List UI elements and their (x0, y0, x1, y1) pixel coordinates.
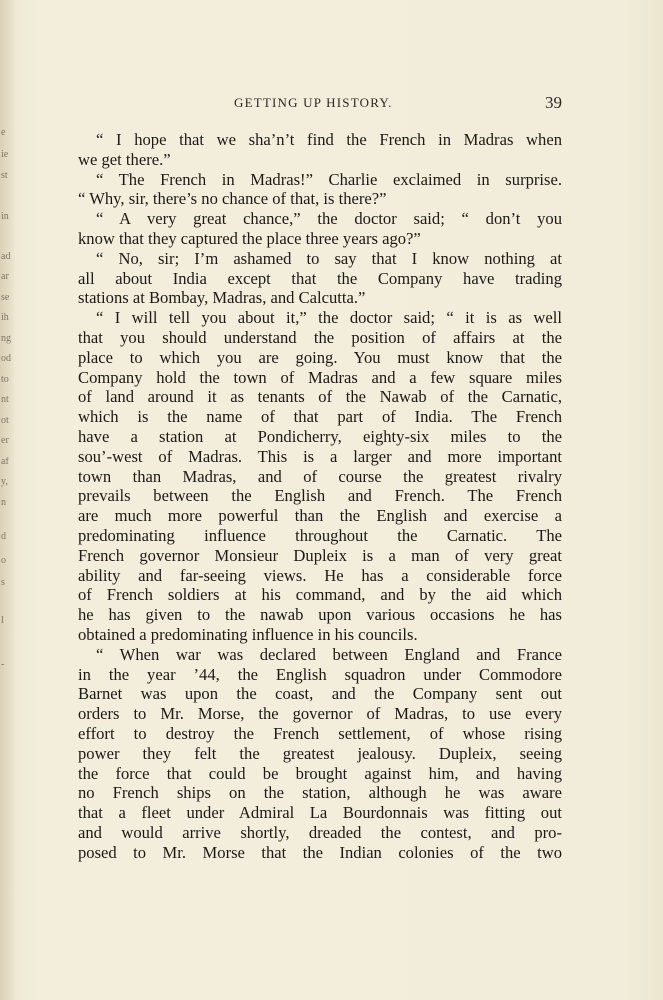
text-line: predominating influence throughout the Carnatic. The (78, 525, 562, 545)
text-line: we get there.” (78, 149, 171, 169)
text-line: power they felt the greatest jealousy. Dupleix, seeing (78, 743, 562, 763)
text-line: no French ships on the station, although he was aware (78, 783, 562, 803)
text-line: town than Madras, and of course the greatest rivalry (78, 466, 562, 486)
text-line: sou’-west of Madras. This is a larger and more important (78, 446, 562, 466)
bleed-fragment: o (1, 556, 6, 566)
text-line: French governor Monsieur Dupleix is a man of very great (78, 545, 562, 565)
text-line: posed to Mr. Morse that the Indian colonies of the two (78, 842, 562, 862)
text-line: obtained a predominating influence in his councils. (78, 624, 418, 644)
text-line: “ The French in Madras!” Charlie exclaimed in surprise. (96, 169, 562, 189)
bleed-fragment: nt (1, 395, 9, 405)
bleed-fragment: st (1, 171, 8, 181)
bleed-fragment: ad (1, 252, 11, 262)
text-line: “ No, sir; I’m ashamed to say that I know nothing at (96, 248, 562, 268)
text-line: that a fleet under Admiral La Bourdonnais was fitting out (78, 803, 562, 823)
bleed-fragment: ot (1, 416, 9, 426)
text-line: stations at Bombay, Madras, and Calcutta.” (78, 288, 366, 308)
text-line: of land around it as tenants of the Nawab of the Carnatic, (78, 387, 562, 407)
text-line: orders to Mr. Morse, the governor of Madras, to use every (78, 704, 562, 724)
text-line: that you should understand the position of affairs at the (78, 327, 562, 347)
page-number: 39 (545, 93, 562, 112)
bleed-fragment: ie (1, 150, 9, 160)
text-line: “ A very great chance,” the doctor said; “ don’t you (96, 209, 562, 229)
text-line: which is the name of that part of India. The French (78, 407, 562, 427)
bleed-fragment: y, (1, 477, 8, 487)
bleed-fragment: ih (1, 313, 9, 323)
text-line: of French soldiers at his command, and by the aid which (78, 585, 562, 605)
text-line: have a station at Pondicherry, eighty-six miles to the (78, 426, 562, 446)
bleed-fragment: d (1, 532, 6, 542)
text-line: in the year ’44, the English squadron under Commodore (78, 664, 562, 684)
text-line: all about India except that the Company have trading (78, 268, 562, 288)
bleed-fragment: to (1, 375, 9, 385)
bleed-fragment: af (1, 457, 9, 467)
bleed-fragment: se (1, 293, 10, 303)
text-line: Barnet was upon the coast, and the Company sent out (78, 684, 562, 704)
text-line: “ Why, sir, there’s no chance of that, is there?” (78, 189, 387, 209)
bleed-fragment: e (1, 128, 6, 138)
text-line: ability and far-seeing views. He has a considerable force (78, 565, 562, 585)
text-line: the force that could be brought against him, and having (78, 763, 562, 783)
text-line: Company hold the town of Madras and a few square miles (78, 367, 562, 387)
bleed-fragment: od (1, 354, 11, 364)
body-text (78, 130, 562, 862)
bleed-fragment: er (1, 436, 9, 446)
running-header (78, 93, 562, 113)
bleed-fragment: - (1, 660, 5, 670)
bleed-fragment: n (1, 498, 6, 508)
text-line: prevails between the English and French. The French (78, 486, 562, 506)
text-line: he has given to the nawab upon various occasions he has (78, 605, 562, 625)
bleed-fragment: ng (1, 334, 11, 344)
text-line: “ I hope that we sha’n’t find the French in Madras when (96, 130, 562, 149)
text-line: and would arrive shortly, dreaded the contest, and pro- (78, 822, 562, 842)
bleed-fragment: ar (1, 272, 9, 282)
text-line: “ I will tell you about it,” the doctor said; “ it is as well (96, 308, 562, 328)
text-line: place to which you are going. You must know that the (78, 347, 562, 367)
text-line: are much more powerful than the English and exercise a (78, 506, 562, 526)
bleed-fragment: l (1, 616, 4, 626)
text-line: “ When war was declared between England and France (96, 644, 562, 664)
bleed-fragment: s (1, 578, 5, 588)
running-title: GETTING UP HISTORY. (234, 95, 393, 110)
bleed-fragment: in (1, 212, 9, 222)
text-line: know that they captured the place three years ago?” (78, 228, 421, 248)
text-line: effort to destroy the French settlement, of whose rising (78, 723, 562, 743)
